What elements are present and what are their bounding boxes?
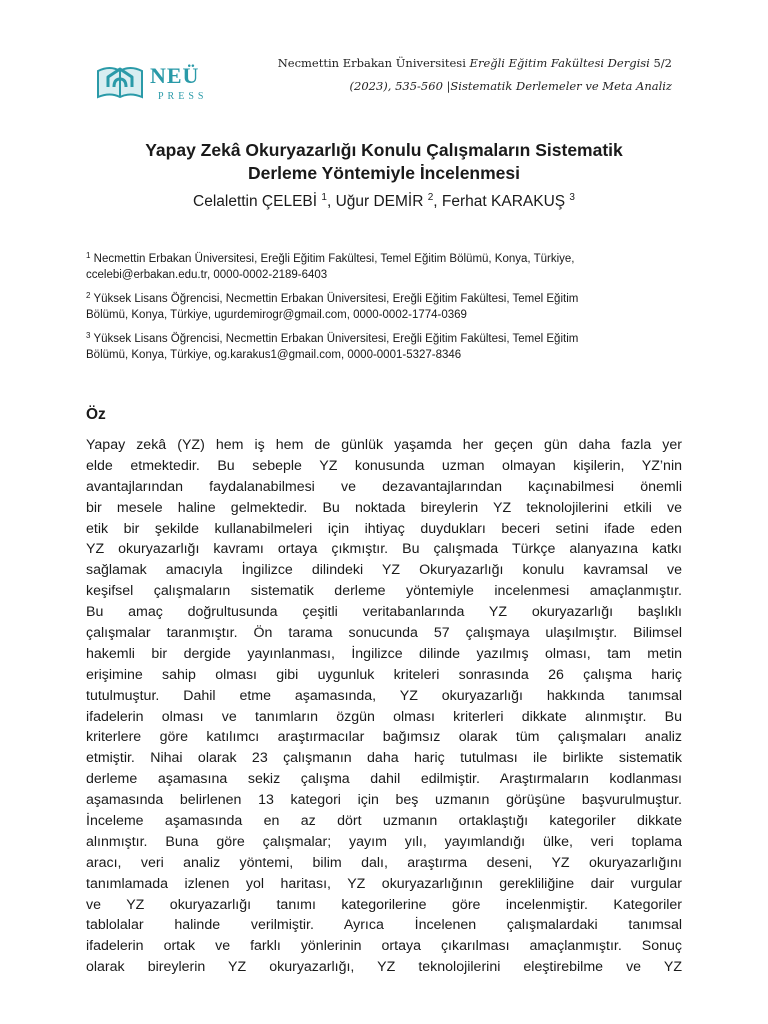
journal-institution: Necmettin Erbakan Üniversitesi bbox=[277, 56, 470, 70]
abstract-line: olarak bireylerin YZ okuryazarlığı, YZ teknolojilerini eleştirebilme ve YZ bbox=[86, 959, 682, 976]
abstract-line: erişimine sahip olması gibi uygunluk kriteleri sonrasında 26 çalışma hariç bbox=[86, 666, 682, 683]
abstract-line: Bu amaç doğrultusunda çeşitli veritabanlarında YZ okuryazarlığı başlıklı bbox=[86, 604, 682, 621]
journal-header-line2 bbox=[350, 79, 672, 93]
abstract-line: ifadelerin ortak ve farklı yönlerinin ortaya çıkarılması amaçlanmıştır. Sonuç bbox=[86, 938, 682, 955]
journal-volume: 5/2 bbox=[649, 56, 672, 70]
abstract-line: hakemli bir dergide yayınlanması, İngilizce dilinde yazılmış olması, tam metin bbox=[86, 645, 682, 662]
abstract-body bbox=[86, 435, 682, 978]
affiliation-contact: Bölümü, Konya, Türkiye, og.karakus1@gmail.com, 0000-0001-5327-8346 bbox=[86, 349, 462, 361]
abstract-line: kriterlere göre katılımcı araştırmacılar bağımsız olarak tüm çalışmaları analiz bbox=[86, 729, 682, 746]
title-line-1: Yapay Zekâ Okuryazarlığı Konulu Çalışmaların Sistematik bbox=[145, 140, 623, 160]
author-name: Ferhat KARAKUŞ bbox=[441, 193, 566, 210]
neu-press-logo-icon bbox=[96, 57, 236, 105]
logo-text-top: NEÜ bbox=[150, 63, 200, 88]
affiliation-3 bbox=[86, 328, 676, 363]
affiliation-text: Yüksek Lisans Öğrencisi, Necmettin Erbakan Üniversitesi, Ereğli Eğitim Fakültesi, Temel Eğitim bbox=[93, 293, 579, 305]
affiliation-sup: 3 bbox=[86, 331, 91, 340]
author-sup: 2 bbox=[427, 192, 434, 203]
abstract-line: etmiştir. Nihai olarak 23 çalışmanın daha hariç tutulması ile birlikte sistematik bbox=[86, 750, 682, 767]
author-name: Celalettin ÇELEBİ bbox=[193, 193, 318, 210]
abstract-line: sağlamak amacıyla İngilizce dilindeki YZ Okuryazarlığı konulu kavramsal ve bbox=[86, 562, 682, 579]
author-list: Celalettin ÇELEBİ $^1$, Uğur DEMİR $^2$, Ferhat KARAKUŞ $^3$ bbox=[193, 192, 575, 210]
journal-name: Ereğli Eğitim Fakültesi Dergisi bbox=[469, 56, 650, 70]
abstract-line: tutulmuştur. Dahil etme aşamasında, YZ okuryazarlığı hakkında tanımsal bbox=[86, 687, 682, 704]
abstract-line: İnceleme aşamasında en az dört uzmanın ortaklaştığı kategoriler dikkate bbox=[86, 813, 682, 830]
abstract-line: etik bir şekilde kullanabilmeleri için ihtiyaç duydukları beceri setini ifade eden bbox=[86, 520, 682, 537]
abstract-line: aşamasında belirlenen 13 kategori için beş uzmanın görüşüne başvurulmuştur. bbox=[86, 792, 682, 809]
abstract-line: çalışmalar taranmıştır. Ön tarama sonucunda 57 çalışmaya ulaşılmıştır. Bilimsel bbox=[86, 625, 682, 642]
journal-pages-section: (2023), 535-560 |Sistematik Derlemeler ve Meta Analiz bbox=[349, 79, 672, 93]
abstract-line: elde etmektedir. Bu sebeple YZ konusunda uzman olmayan kişilerin, YZ’nin bbox=[86, 457, 682, 474]
abstract-line: aracı, veri analiz yöntemi, bilim dalı, araştırma deseni, YZ okuryazarlığını bbox=[86, 854, 682, 871]
affiliation-text: Necmettin Erbakan Üniversitesi, Ereğli Eğitim Fakültesi, Temel Eğitim Bölümü, Konya, Türkiye, bbox=[93, 253, 575, 265]
affiliation-2 bbox=[86, 288, 676, 323]
abstract-line: Yapay zekâ (YZ) hem iş hem de günlük yaşamda her geçen gün daha fazla yer bbox=[86, 437, 682, 453]
abstract-line: avantajlarından faydalanabilmesi ve dezavantajlarından kaçınabilmesi önemli bbox=[86, 478, 682, 495]
affiliation-1 bbox=[86, 248, 676, 283]
abstract-line: ve YZ okuryazarlığı tanımı kategorilerine göre incelenmiştir. Kategoriler bbox=[86, 896, 682, 913]
author-name: Uğur DEMİR bbox=[335, 193, 424, 210]
affiliation-sup: 2 bbox=[86, 291, 91, 300]
journal-header-line1 bbox=[278, 56, 672, 70]
abstract-line: keşifsel çalışmaların sistematik derleme yöntemiyle incelenmesi amaçlanmıştır. bbox=[86, 583, 682, 600]
affiliation-text: Yüksek Lisans Öğrencisi, Necmettin Erbakan Üniversitesi, Ereğli Eğitim Fakültesi, Temel Eğitim bbox=[93, 333, 579, 345]
abstract-line: ifadelerin olması ve tanımların özgün olması kriterleri dikkate alınmıştır. Bu bbox=[86, 708, 682, 725]
article-title bbox=[96, 139, 672, 185]
abstract-line: tablolalar halinde verilmiştir. Ayrıca İncelenen çalışmalardaki tanımsal bbox=[86, 917, 682, 934]
author-sup: 1 bbox=[321, 192, 327, 203]
author-sup: 3 bbox=[569, 192, 575, 203]
abstract-line: bir mesele haline gelmektedir. Bu noktada bireylerin YZ teknolojilerini etkili ve bbox=[86, 499, 682, 516]
publisher-logo bbox=[96, 57, 236, 105]
title-line-2: Derleme Yöntemiyle İncelenmesi bbox=[247, 163, 521, 183]
affiliation-sup: 1 bbox=[86, 251, 91, 260]
abstract-heading: Öz bbox=[86, 406, 106, 423]
abstract-line: derleme aşamasına sekiz çalışma dahil edilmiştir. Araştırmaların kodlanması bbox=[86, 771, 682, 788]
affiliation-contact: Bölümü, Konya, Türkiye, ugurdemirogr@gmail.com, 0000-0002-1774-0369 bbox=[86, 309, 467, 321]
abstract-line: alınmıştır. Buna göre çalışmalar; yayım yılı, yayımlandığı ülke, veri toplama bbox=[86, 833, 682, 850]
logo-text-bottom: PRESS bbox=[158, 91, 208, 102]
affiliation-contact: ccelebi@erbakan.edu.tr, 0000-0002-2189-6403 bbox=[86, 269, 328, 281]
abstract-line: YZ okuryazarlığı kavramı ortaya çıkmıştır. Bu çalışmada Türkçe alanyazına katkı bbox=[86, 541, 682, 558]
abstract-line: tanımlamada izlenen yol haritası, YZ okuryazarlığının gerekliliğine dair vurgular bbox=[86, 875, 682, 892]
